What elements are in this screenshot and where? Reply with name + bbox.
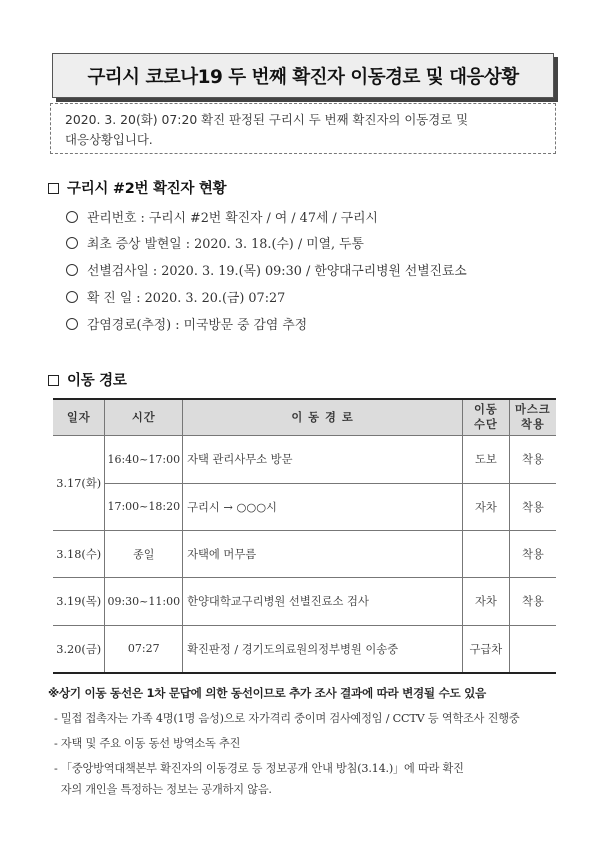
- square-bullet-icon: [48, 183, 59, 194]
- table-row: [53, 435, 556, 483]
- note-item: 자의 개인을 특정하는 정보는 공개하지 않음.: [54, 783, 272, 796]
- circle-bullet-icon: [66, 318, 78, 330]
- status-item: 감염경로(추정) : 미국방문 중 감염 추정: [66, 314, 307, 333]
- note-item: - 「중앙방역대책본부 확진자의 이동경로 등 정보공개 안내 방침(3.14.)」에 따라 확진: [54, 762, 464, 775]
- status-section-heading: [48, 177, 226, 198]
- table-row: [53, 577, 556, 625]
- note-main: ※상기 이동 동선은 1차 문답에 의한 동선이므로 추가 조사 결과에 따라 변경될 수도 있음: [48, 686, 486, 700]
- cell-route: 자택 관리사무소 방문: [183, 435, 463, 483]
- circle-bullet-icon: [66, 264, 78, 276]
- header-route: 이 동 경 로: [183, 399, 463, 435]
- header-transport: 이동 수단: [463, 399, 510, 435]
- route-section-heading: [48, 369, 127, 390]
- header-time: 시간: [105, 399, 183, 435]
- intro-line-2: 대응상황입니다.: [65, 132, 153, 147]
- cell-date: 3.18(수): [53, 530, 105, 577]
- cell-time: 07:27: [105, 625, 183, 673]
- cell-transport: 자차: [463, 483, 510, 530]
- cell-route: 확진판정 / 경기도의료원의정부병원 이송중: [183, 625, 463, 673]
- intro-line-1: 2020. 3. 20(화) 07:20 확진 판정된 구리시 두 번째 확진자의 이동경로 및: [65, 112, 469, 127]
- cell-time: 종일: [105, 530, 183, 577]
- status-heading-text: 구리시 #2번 확진자 현황: [67, 181, 227, 197]
- intro-box: [50, 103, 556, 154]
- circle-bullet-icon: [66, 211, 78, 223]
- cell-mask: 착용: [509, 577, 556, 625]
- table-header-row: [53, 399, 556, 435]
- cell-date: 3.19(목): [53, 577, 105, 625]
- cell-mask: 착용: [509, 483, 556, 530]
- header-date: 일자: [53, 399, 105, 435]
- route-table: [53, 398, 556, 674]
- circle-bullet-icon: [66, 237, 78, 249]
- note-item: - 밀접 접촉자는 가족 4명(1명 음성)으로 자가격리 중이며 검사예정임 / CCTV 등 역학조사 진행중: [54, 712, 520, 725]
- cell-date: 3.17(화): [53, 435, 105, 530]
- cell-date: 3.20(금): [53, 625, 105, 673]
- cell-route: 구리시 → ○○○시: [183, 483, 463, 530]
- cell-route: 한양대학교구리병원 선별진료소 검사: [183, 577, 463, 625]
- status-item: 확 진 일 : 2020. 3. 20.(금) 07:27: [66, 287, 285, 306]
- cell-time: 09:30~11:00: [105, 577, 183, 625]
- table-row: [53, 530, 556, 577]
- route-heading-text: 이동 경로: [67, 373, 127, 389]
- cell-transport: 구급차: [463, 625, 510, 673]
- cell-transport: [463, 530, 510, 577]
- table-row: [53, 483, 556, 530]
- status-item: 선별검사일 : 2020. 3. 19.(목) 09:30 / 한양대구리병원 선별진료소: [66, 260, 467, 279]
- cell-mask: [509, 625, 556, 673]
- cell-transport: 자차: [463, 577, 510, 625]
- cell-transport: 도보: [463, 435, 510, 483]
- circle-bullet-icon: [66, 291, 78, 303]
- square-bullet-icon: [48, 375, 59, 386]
- cell-time: 17:00~18:20: [105, 483, 183, 530]
- table-row: [53, 625, 556, 673]
- note-item: - 자택 및 주요 이동 동선 방역소독 추진: [54, 737, 241, 750]
- header-mask: 마스크 착용: [509, 399, 556, 435]
- status-item: 관리번호 : 구리시 #2번 확진자 / 여 / 47세 / 구리시: [66, 207, 378, 226]
- cell-time: 16:40~17:00: [105, 435, 183, 483]
- page-title: 구리시 코로나19 두 번째 확진자 이동경로 및 대응상황: [52, 53, 554, 98]
- status-item: 최초 증상 발현일 : 2020. 3. 18.(수) / 미열, 두통: [66, 233, 364, 252]
- cell-mask: 착용: [509, 435, 556, 483]
- cell-route: 자택에 머무름: [183, 530, 463, 577]
- cell-mask: 착용: [509, 530, 556, 577]
